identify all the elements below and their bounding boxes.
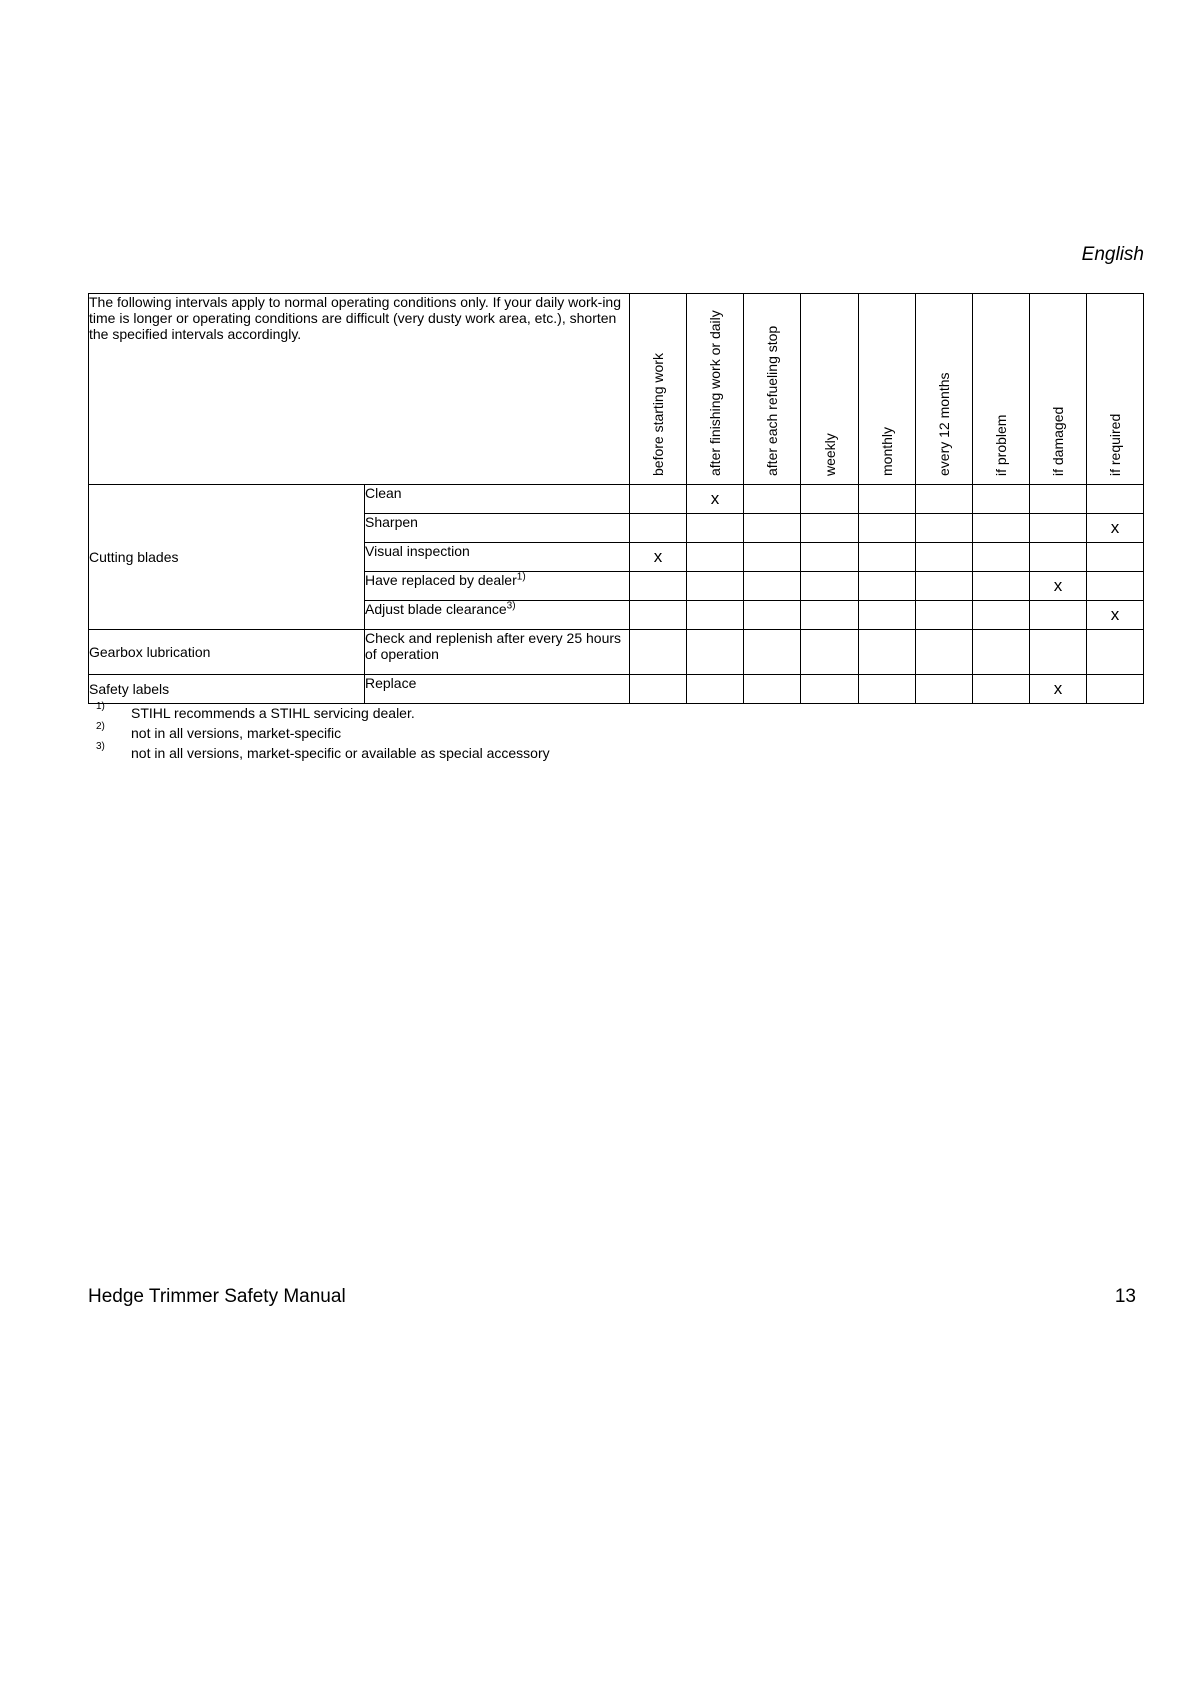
footnote-text: STIHL recommends a STIHL servicing dealer.: [131, 705, 415, 721]
footnote-text: not in all versions, market-specific or available as special accessory: [131, 745, 550, 761]
interval-cell: [859, 485, 916, 514]
interval-cell: [916, 572, 973, 601]
interval-cell: [1030, 601, 1087, 630]
component-cell: Cutting blades: [89, 485, 365, 630]
interval-cell: [1030, 630, 1087, 675]
footnote-number: 2): [96, 721, 105, 732]
interval-cell: [630, 572, 687, 601]
table-row: [89, 675, 1144, 704]
table-header-row: [89, 294, 1144, 485]
interval-cell: [859, 675, 916, 704]
interval-cell: [801, 485, 859, 514]
footnote-text: not in all versions, market-specific: [131, 725, 342, 741]
interval-cell: [859, 543, 916, 572]
interval-cell: [973, 514, 1030, 543]
interval-cell: [630, 630, 687, 675]
interval-cell: [1087, 675, 1144, 704]
interval-header: [859, 294, 916, 485]
interval-cell: [1087, 630, 1144, 675]
task-text: Adjust blade clearance: [365, 601, 507, 617]
interval-label: after finishing work or daily: [707, 310, 724, 476]
interval-cell: [973, 572, 1030, 601]
interval-label: if problem: [993, 414, 1010, 476]
interval-label: monthly: [879, 426, 896, 476]
interval-header: [1030, 294, 1087, 485]
interval-header: [973, 294, 1030, 485]
task-cell: [365, 601, 630, 630]
maintenance-schedule-table: [88, 293, 1144, 704]
task-text: Check and replenish after every 25 hours of operation: [365, 630, 622, 662]
interval-label: weekly: [821, 433, 838, 476]
interval-cell: [916, 675, 973, 704]
interval-cell: [744, 675, 801, 704]
interval-cell: [1087, 543, 1144, 572]
interval-label: every 12 months: [936, 372, 953, 476]
component-cell: Safety labels: [89, 675, 365, 704]
footnote-number: 3): [96, 741, 105, 752]
interval-cell: [744, 572, 801, 601]
interval-cell: [630, 601, 687, 630]
interval-cell: [744, 630, 801, 675]
task-text: Clean: [365, 485, 402, 501]
interval-cell: [973, 630, 1030, 675]
interval-cell: [801, 543, 859, 572]
interval-cell: [687, 630, 744, 675]
footer-title: Hedge Trimmer Safety Manual: [88, 1286, 346, 1307]
task-cell: [365, 514, 630, 543]
interval-cell: [973, 485, 1030, 514]
interval-cell: [687, 601, 744, 630]
interval-cell-marked: x: [1030, 572, 1087, 601]
interval-label: after each refueling stop: [764, 325, 781, 476]
task-cell: [365, 543, 630, 572]
interval-header: [687, 294, 744, 485]
interval-cell: [1087, 572, 1144, 601]
interval-cell: [687, 543, 744, 572]
language-label: English: [1081, 244, 1144, 265]
interval-cell: [1030, 543, 1087, 572]
interval-cell: [744, 514, 801, 543]
interval-cell: [916, 543, 973, 572]
interval-header: [916, 294, 973, 485]
table-row: [89, 485, 1144, 514]
task-text: Replace: [365, 675, 417, 691]
interval-cell: [859, 630, 916, 675]
interval-cell: [744, 485, 801, 514]
interval-cell: [973, 543, 1030, 572]
task-cell: [365, 630, 630, 675]
interval-cell: [801, 572, 859, 601]
interval-label: before starting work: [650, 353, 667, 476]
interval-header: [801, 294, 859, 485]
task-text: Visual inspection: [365, 543, 470, 559]
page-number: 13: [1114, 1286, 1136, 1307]
interval-cell: [1030, 485, 1087, 514]
interval-cell: [801, 675, 859, 704]
task-text: Have replaced by dealer: [365, 572, 517, 588]
footnote-ref: 3): [506, 600, 516, 612]
interval-cell: [630, 675, 687, 704]
interval-header: [744, 294, 801, 485]
footnote-ref: 1): [516, 571, 526, 583]
interval-label: if required: [1107, 413, 1124, 476]
interval-cell-marked: x: [630, 543, 687, 572]
footnote-number: 1): [96, 701, 105, 712]
interval-cell: [916, 514, 973, 543]
interval-cell: [687, 675, 744, 704]
task-cell: [365, 485, 630, 514]
interval-cell-marked: x: [1087, 601, 1144, 630]
task-cell: [365, 572, 630, 601]
interval-cell: [687, 514, 744, 543]
interval-header: [630, 294, 687, 485]
table-row: [89, 630, 1144, 675]
interval-cell: [801, 601, 859, 630]
task-text: Sharpen: [365, 514, 418, 530]
interval-cell: [801, 514, 859, 543]
interval-cell: [916, 630, 973, 675]
task-cell: [365, 675, 630, 704]
interval-cell: [744, 543, 801, 572]
interval-cell: [630, 514, 687, 543]
interval-cell-marked: x: [687, 485, 744, 514]
interval-cell: [859, 572, 916, 601]
interval-cell-marked: x: [1030, 675, 1087, 704]
interval-label: if damaged: [1050, 406, 1067, 476]
interval-cell: [687, 572, 744, 601]
interval-cell: [916, 601, 973, 630]
intro-note: The following intervals apply to normal operating conditions only. If your daily work-ing time is longer or operating conditions are difficult (very dusty work area, etc.), shorten the specified intervals accordingly.: [89, 294, 630, 485]
interval-cell: [744, 601, 801, 630]
interval-header: [1087, 294, 1144, 485]
interval-cell: [1087, 485, 1144, 514]
interval-cell: [973, 601, 1030, 630]
interval-cell: [630, 485, 687, 514]
interval-cell: [916, 485, 973, 514]
component-cell: Gearbox lubrication: [89, 630, 365, 675]
interval-cell: [973, 675, 1030, 704]
interval-cell: [859, 514, 916, 543]
interval-cell-marked: x: [1087, 514, 1144, 543]
interval-cell: [1030, 514, 1087, 543]
interval-cell: [859, 601, 916, 630]
interval-cell: [801, 630, 859, 675]
